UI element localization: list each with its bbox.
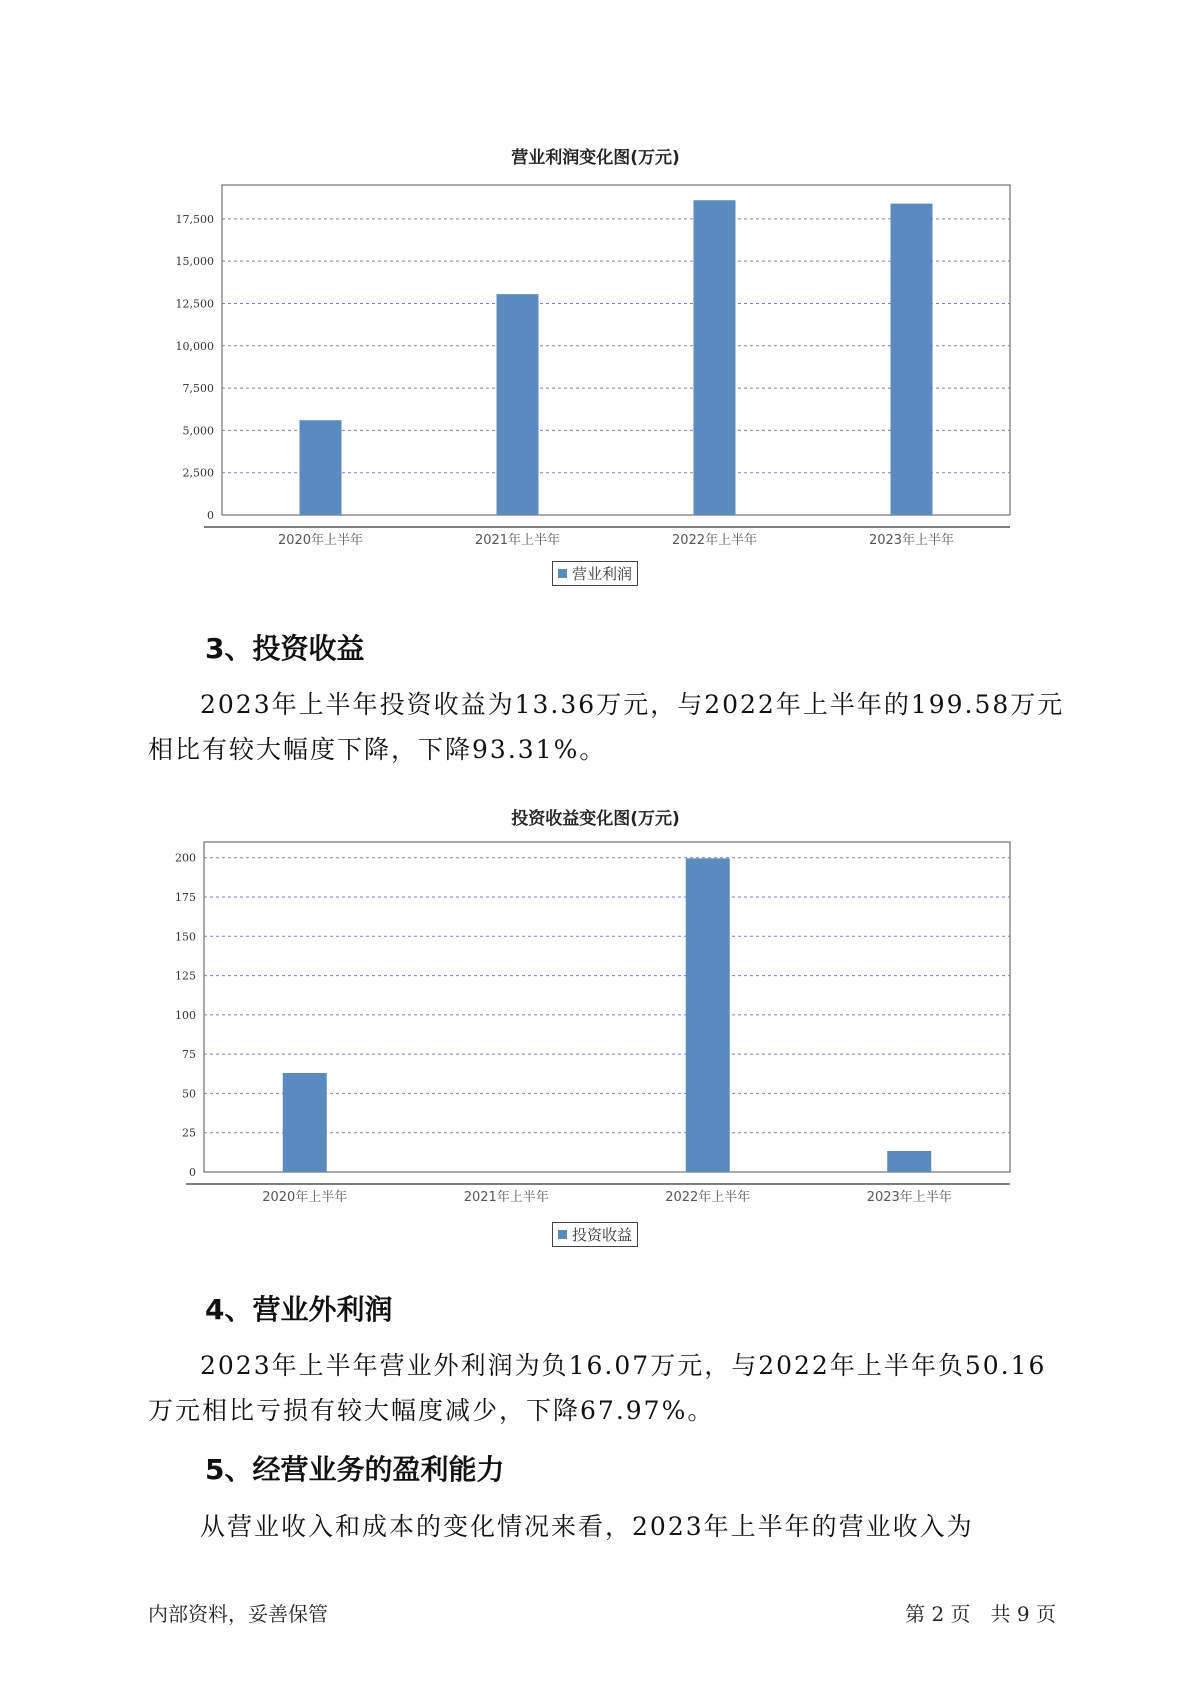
y-tick-label: 0 <box>189 1166 196 1179</box>
y-tick-label: 100 <box>175 1008 196 1022</box>
y-tick-label: 175 <box>175 891 196 904</box>
legend-swatch <box>558 1230 567 1239</box>
bar <box>686 858 730 1172</box>
x-tick-label: 2021年上半年 <box>474 533 561 548</box>
section4-heading: 4、营业外利润 <box>205 1293 393 1326</box>
chart1-legend-label: 营业利润 <box>572 565 633 583</box>
y-tick-label: 5,000 <box>182 424 214 438</box>
y-tick-label: 12,500 <box>175 297 214 311</box>
chart1-legend <box>552 561 638 586</box>
y-tick-label: 75 <box>182 1048 196 1062</box>
footer-page-number: 第 2 页 共 9 页 <box>905 1602 1056 1626</box>
x-tick-label: 2023年上半年 <box>866 1190 952 1205</box>
x-tick-label: 2021年上半年 <box>463 1190 549 1205</box>
x-tick-label: 2020年上半年 <box>262 1190 348 1205</box>
y-tick-label: 200 <box>175 851 196 865</box>
y-tick-label: 15,000 <box>175 255 214 269</box>
y-tick-label: 10,000 <box>175 339 214 353</box>
legend-swatch <box>558 569 567 578</box>
y-tick-label: 7,500 <box>182 382 214 396</box>
chart1-title: 营业利润变化图(万元) <box>511 148 680 168</box>
bar <box>891 204 933 515</box>
section3-paragraph: 2023年上半年投资收益为13.36万元，与2022年上半年的199.58万元相比有较大幅度下降，下降93.31%。 <box>148 690 1065 764</box>
x-tick-label: 2022年上半年 <box>671 533 758 548</box>
section5-heading: 5、经营业务的盈利能力 <box>205 1453 505 1486</box>
operating-profit-chart <box>0 160 1191 580</box>
bar <box>283 1073 327 1172</box>
y-tick-label: 150 <box>175 930 196 944</box>
chart2-title: 投资收益变化图(万元) <box>511 809 680 829</box>
chart2-legend-label: 投资收益 <box>572 1226 633 1244</box>
y-tick-label: 0 <box>207 509 214 522</box>
footer-left: 内部资料，妥善保管 <box>148 1602 328 1626</box>
chart2-legend <box>552 1222 638 1247</box>
bar <box>887 1151 931 1172</box>
x-tick-label: 2022年上半年 <box>665 1190 751 1205</box>
y-tick-label: 2,500 <box>182 466 214 480</box>
y-tick-label: 125 <box>175 969 196 983</box>
section5-paragraph: 从营业收入和成本的变化情况来看，2023年上半年的营业收入为 <box>200 1512 974 1541</box>
y-tick-label: 25 <box>182 1126 196 1140</box>
x-tick-label: 2023年上半年 <box>868 533 955 548</box>
y-tick-label: 17,500 <box>175 212 214 226</box>
bar <box>694 200 736 515</box>
bar <box>497 294 539 515</box>
section4-paragraph: 2023年上半年营业外利润为负16.07万元，与2022年上半年负50.16万元相比亏损有较大幅度减少，下降67.97%。 <box>148 1351 1047 1425</box>
investment-income-chart <box>0 820 1191 1240</box>
section3-heading: 3、投资收益 <box>205 632 365 665</box>
x-tick-label: 2020年上半年 <box>277 533 364 548</box>
y-tick-label: 50 <box>182 1087 196 1101</box>
bar <box>300 420 342 515</box>
